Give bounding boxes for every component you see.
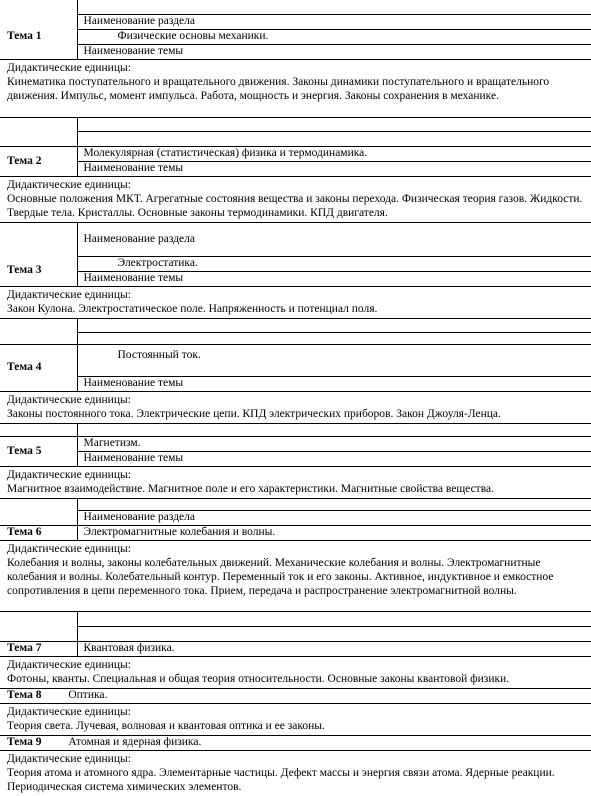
did-label: Дидактические единицы: (7, 658, 131, 671)
topic-6-section-title: Электромагнитные колебания и волны. (77, 525, 591, 540)
did-label: Дидактические единицы: (7, 705, 131, 718)
table-row (0, 0, 591, 14)
table-row (0, 540, 591, 611)
table-row (0, 29, 591, 44)
topic-2-label: Тема 2 (0, 146, 77, 176)
topic-3-section-title: Электростатика. (117, 257, 198, 269)
table-row (0, 423, 591, 436)
did-label: Дидактические единицы: (7, 61, 131, 74)
topic-7-units-text: Фотоны, кванты. Специальная и общая теория относительности. Основные законы квантовой физики. (7, 672, 510, 685)
table-row (0, 750, 591, 796)
topic-7-label: Тема 7 (0, 641, 77, 656)
table-row (0, 344, 591, 376)
did-label: Дидактические единицы: (7, 288, 131, 301)
table-row (0, 59, 591, 117)
table-row (0, 117, 591, 131)
table-row (0, 735, 591, 750)
table-row (0, 131, 591, 146)
topic-1-units-text: Кинематика поступательного и вращательного движения. Законы динамики поступательного и вращательного движения. Импульс, момент импульса. Работа, мощность и энергия. Законы сохранения в механике. (7, 75, 550, 102)
table-row (0, 451, 591, 466)
topic-9-section-title: Атомная и ядерная физика. (68, 736, 202, 748)
did-label: Дидактические единицы: (7, 393, 131, 406)
topic-3-units (0, 286, 591, 318)
topic-8-label: Тема 8 (7, 689, 42, 701)
table-row (0, 14, 591, 29)
topic-8-units (0, 703, 591, 735)
topic-2-topic-label: Наименование темы (77, 161, 591, 176)
topic-5-section-title: Магнетизм. (77, 436, 591, 451)
table-row (0, 318, 591, 332)
did-label: Дидактические единицы: (7, 468, 131, 481)
table-row (0, 332, 591, 344)
table-row (0, 271, 591, 286)
topic-3-units-text: Закон Кулона. Электростатическое поле. Напряженность и потенциал поля. (7, 302, 378, 315)
topic-1-topic-label: Наименование темы (77, 44, 591, 59)
table-row (0, 286, 591, 318)
topic-5-topic-label: Наименование темы (77, 451, 591, 466)
topic-4-label: Тема 4 (0, 344, 77, 391)
topic-4-units-text: Законы постоянного тока. Электрические цепи. КПД электрических приборов. Закон Джоуля-Ленца. (7, 407, 501, 420)
table-row (0, 510, 591, 525)
topic-5-units (0, 466, 591, 498)
topic-7-section-title: Квантовая физика. (77, 641, 591, 656)
topic-1-section-title: Физические основы механики. (117, 30, 269, 42)
topic-5-label: Тема 5 (0, 436, 77, 466)
table-row (0, 146, 591, 161)
table-row (0, 44, 591, 59)
topic-1-section-label: Наименование раздела (77, 14, 591, 29)
topic-4-units (0, 391, 591, 423)
table-row (0, 466, 591, 498)
table-row (0, 256, 591, 271)
topic-4-topic-label: Наименование темы (77, 376, 591, 391)
topic-3-section-label: Наименование раздела (77, 222, 591, 256)
topic-9-units-text: Теория атома и атомного ядра. Элементарные частицы. Дефект массы и энергия связи атома. Ядерные реакции. Периодическая система химических элементов. (7, 766, 555, 793)
table-row (0, 641, 591, 656)
topic-8-section-title: Оптика. (68, 689, 108, 701)
topic-1-units (0, 59, 591, 117)
topic-9-units (0, 750, 591, 796)
did-label: Дидактические единицы: (7, 178, 131, 191)
topic-6-units (0, 540, 591, 611)
topic-8-units-text: Теория света. Лучевая, волновая и квантовая оптика и ее законы. (7, 719, 325, 732)
table-row (0, 498, 591, 510)
table-row (0, 656, 591, 688)
topic-9-label: Тема 9 (7, 736, 42, 748)
did-label: Дидактические единицы: (7, 542, 131, 555)
topic-3-label: Тема 3 (0, 256, 77, 286)
table-row (0, 222, 591, 256)
did-label: Дидактические единицы: (7, 752, 131, 765)
topic-6-section-label: Наименование раздела (77, 510, 591, 525)
topic-3-topic-label: Наименование темы (77, 271, 591, 286)
table-row (0, 436, 591, 451)
topic-1-label: Тема 1 (0, 14, 77, 59)
topic-2-units-text: Основные положения МКТ. Агрегатные состояния вещества и законы перехода. Физическая теория газов. Жидкости. Твердые тела. Кристаллы. Основные законы термодинамики. КПД двигателя. (7, 192, 583, 219)
table-row (0, 626, 591, 641)
table-row (0, 611, 591, 626)
topic-2-section-title: Молекулярная (статистическая) физика и термодинамика. (77, 146, 591, 161)
topic-2-units (0, 176, 591, 222)
topic-6-label: Тема 6 (0, 525, 77, 540)
table-row (0, 391, 591, 423)
table-row (0, 703, 591, 735)
table-row (0, 688, 591, 703)
table-row (0, 176, 591, 222)
topic-6-units-text: Колебания и волны, законы колебательных движений. Механические колебания и волны. Электромагнитные колебания и волны. Колебательный контур. Переменный ток и его законы. Активное, индуктивное и емкостное сопротивления в цепи переменного тока. Прием, передача и распространение электромагнитной волны. (7, 556, 554, 597)
topic-4-section-title: Постоянный ток. (117, 348, 201, 361)
topic-7-units (0, 656, 591, 688)
table-row (0, 161, 591, 176)
topic-5-units-text: Магнитное взаимодействие. Магнитное поле и его характеристики. Магнитные свойства вещества. (7, 482, 494, 495)
table-row (0, 376, 591, 391)
table-row (0, 525, 591, 540)
